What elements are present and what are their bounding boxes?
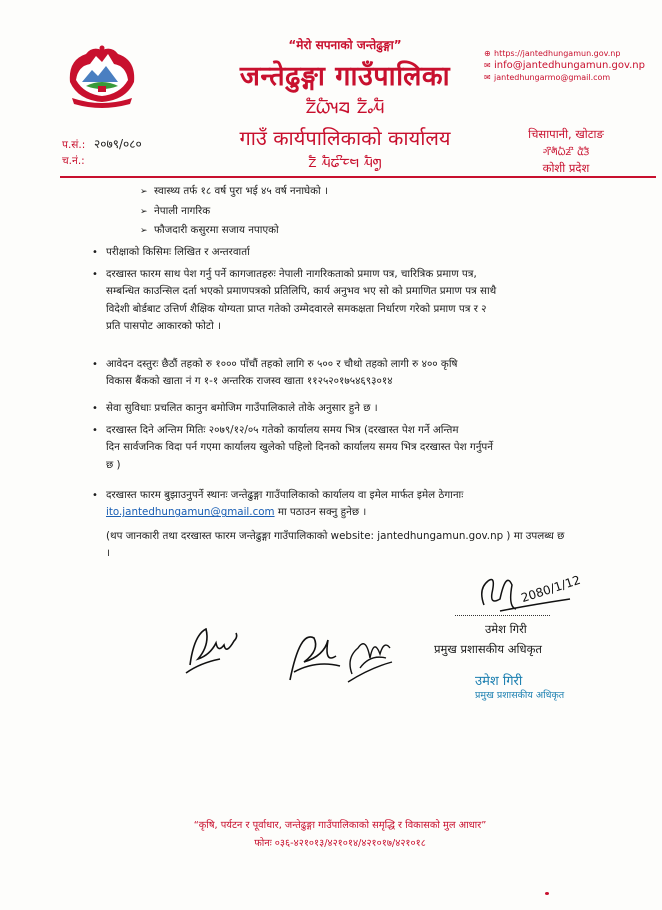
dispatch-no-label: च.नं.:: [62, 155, 85, 167]
globe-icon: ⊕: [484, 49, 491, 58]
bullet-line-rest: मा पठाउन सक्नु हुनेछ ।: [274, 506, 367, 519]
reference-block: [62, 136, 142, 169]
bullet-dot-icon: •: [92, 425, 98, 436]
note-more-info: [106, 528, 646, 563]
bullet-text: सेवा सुविधाः प्रचलित कानुन बमोजिम गाउँपालिकाले तोके अनुसार हुने छ ।: [106, 402, 378, 414]
signature-line: [455, 615, 550, 616]
signature-1: [180, 615, 250, 680]
bullet-line: आवेदन दस्तुरः छैठौं तहको रु १००० पाँचौं तहको लागि रु ५०० र चौथो तहको लागी रु ४०० कृषि: [106, 358, 458, 370]
signer-title: प्रमुख प्रशासकीय अधिकृत: [434, 642, 542, 656]
bullet-dot-icon: •: [92, 269, 98, 280]
bullet-line: छ ): [106, 458, 121, 471]
stamp-name: उमेश गिरी: [475, 674, 523, 689]
sub-office-name: गाउँ कार्यपालिकाको कार्यालय: [239, 126, 451, 150]
bullet-line: विदेशी बोर्डबाट उत्तिर्ण शैक्षिक योग्यता प्राप्त गतेको उम्मेदवारले समकक्षता निर्धारण गरेको प्रमाण पत्र र २: [106, 302, 487, 315]
sub-item: [140, 222, 279, 240]
website-text: https://jantedhungamun.gov.np: [494, 49, 621, 58]
email-line-2[interactable]: [484, 72, 654, 84]
sub-item: [140, 203, 210, 221]
sub-office-local-script: ᤁᤠ ᤘᤠᤒᤡᤰᤗ ᤘᤠᤛᤢ: [308, 152, 382, 172]
footer-phone: फोनः ०३६-४२१०१३/४२१०१४/४२१०१७/४२१०१८: [254, 838, 426, 849]
note-line: ।: [106, 547, 110, 560]
envelope-icon: ✉: [484, 61, 491, 70]
office-name-local-script: ᤁᤠᤐᤠᤵᤔ ᤁᤠᤱᤘᤠ: [305, 94, 385, 119]
website-line[interactable]: [484, 48, 654, 60]
footer-motto: “कृषि, पर्यटन र पूर्वाधार, जन्तेढुङ्गा गाउँपालिकाको समृद्धि र विकासको मुल आधार”: [193, 820, 487, 831]
email-2-text: jantedhungarmo@gmail.com: [494, 73, 611, 82]
bullet-exam-type: [92, 244, 646, 261]
nepal-emblem-logo: [62, 42, 142, 112]
location-block: [506, 126, 626, 177]
signature-3: [340, 618, 400, 688]
note-line: (थप जानकारी तथा दरखास्त फारम जन्तेढुङ्गा गाउँपालिकाको website: jantedhungamun.gov.np ) मा उपलब्ध छ: [106, 530, 565, 542]
envelope-icon: ✉: [484, 73, 491, 82]
bullet-dot-icon: •: [92, 490, 98, 501]
email-1-text: info@jantedhungamun.gov.np: [494, 60, 645, 71]
slogan: “मेरो सपनाको जन्तेढुङ्गा”: [288, 38, 402, 52]
stamp-title: प्रमुख प्रशासकीय अधिकृत: [475, 690, 565, 701]
arrow-bullet-icon: ➢: [140, 207, 148, 217]
handwritten-date: 2080/1/12: [519, 572, 583, 606]
bullet-line: सम्बन्धित काउन्सिल दर्ता भएको प्रमाणपत्रको प्रतिलिपि, कार्य अनुभव भए सो को प्रमाणित प्रमाण पत्र साथै: [106, 285, 497, 298]
location-local-script: ᤆᤡᤛᤠᤐᤠᤏᤡ ᤂᤠᤋᤠ: [542, 144, 590, 158]
header-divider: [60, 176, 656, 178]
sub-item-text: स्वास्थ्य तर्फ १८ वर्ष पुरा भई ४५ वर्ष ननाघेको ।: [154, 185, 328, 197]
bullet-dot-icon: •: [92, 403, 98, 414]
sub-item-text: फौजदारी कसुरमा सजाय नपाएको: [154, 224, 279, 236]
bullet-line: दरखास्त फारम बुझाउनुपर्ने स्थानः जन्तेढुङ्गा गाउँपालिकाको कार्यालय वा इमेल मार्फत इमेल ठेगानाः: [106, 489, 464, 501]
ref-no-value: २०७९/०८०: [94, 137, 142, 151]
bullet-line: दरखास्त दिने अन्तिम मितिः २०७९/१२/०५ गतेको कार्यालय समय भित्र (दरखास्त पेश गर्ने अन्तिम: [106, 424, 459, 436]
email-line-1[interactable]: [484, 60, 654, 72]
bullet-submission: [92, 487, 646, 522]
bullet-fee: [92, 356, 646, 391]
submission-email-link[interactable]: ito.jantedhungamun@gmail.com: [106, 506, 275, 519]
contact-block: [484, 48, 654, 84]
location-line: चिसापानी, खोटाङ: [528, 127, 604, 141]
ink-speck: [545, 892, 549, 895]
signer-name: उमेश गिरी: [485, 622, 527, 636]
bullet-line: विकास बैंकको खाता नं ग १-१ अन्तरिक राजस्व खाता ११२५२०१७५४६९३०१४: [106, 375, 393, 388]
bullet-dot-icon: •: [92, 359, 98, 370]
bullet-documents: [92, 266, 646, 336]
sub-item: [140, 183, 328, 201]
bullet-text: परीक्षाको किसिमः लिखित र अन्तरवार्ता: [106, 246, 250, 258]
bullet-benefits: [92, 400, 646, 417]
bullet-line: प्रति पासपोट आकारको फोटो ।: [106, 320, 221, 333]
bullet-dot-icon: •: [92, 247, 98, 258]
bullet-deadline: [92, 422, 646, 474]
office-name: जन्तेढुङ्गा गाउँपालिका: [239, 61, 451, 92]
bullet-line: दिन सार्वजनिक विदा पर्न गएमा कार्यालय खुलेको पहिलो दिनको कार्यालय समय भित्र दरखास्त पेश गर्नुपर्ने: [106, 441, 493, 454]
sub-item-text: नेपाली नागरिक: [154, 205, 211, 217]
bullet-line: दरखास्त फारम साथ पेश गर्नु पर्ने कागजातहरुः नेपाली नागरिकताको प्रमाण पत्र, चारित्रिक प्रमाण पत्र,: [106, 268, 477, 280]
ref-no-label: प.सं.:: [62, 139, 86, 151]
arrow-bullet-icon: ➢: [140, 226, 148, 236]
province: कोशी प्रदेश: [542, 161, 590, 175]
arrow-bullet-icon: ➢: [140, 187, 148, 197]
